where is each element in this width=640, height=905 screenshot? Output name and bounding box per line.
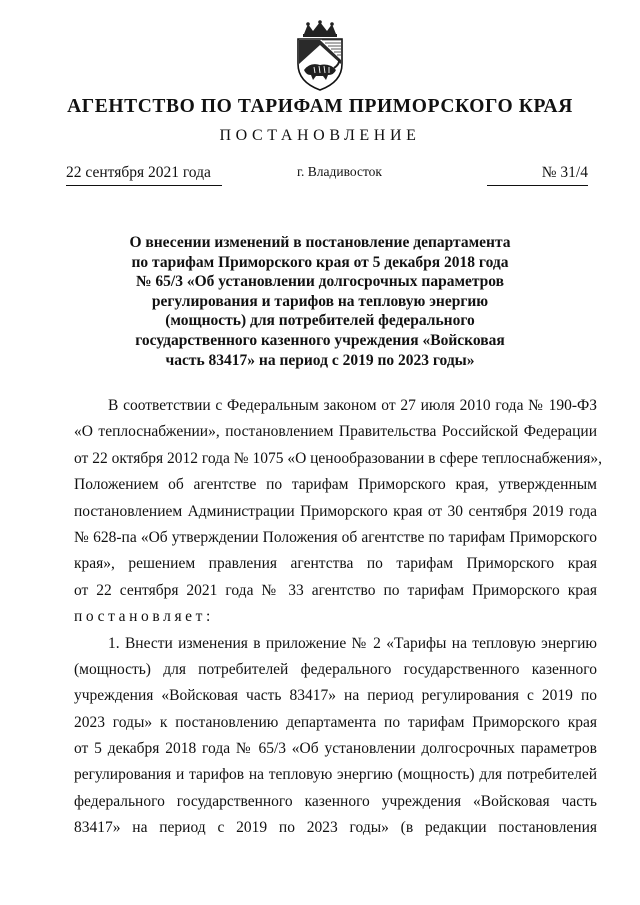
body-line: (мощность) для потребителей федерального государственного казенного bbox=[74, 660, 597, 678]
document-city: г. Владивосток bbox=[297, 164, 382, 179]
body-line: постановлением Администрации Приморского края от 30 сентября 2019 года bbox=[74, 502, 597, 520]
body-line: Положением об агентстве по тарифам Приморского края, утвержденным bbox=[74, 476, 597, 494]
subject-line: по тарифам Приморского края от 5 декабря 2018 года bbox=[131, 253, 509, 271]
body-line: В соответствии с Федеральным законом от 27 июля 2010 года № 190-ФЗ bbox=[108, 397, 597, 414]
document-number: № 31/4 bbox=[487, 164, 588, 186]
body-line: № 628-па «Об утверждении Положения об агентстве по тарифам Приморского bbox=[74, 528, 597, 546]
document-date: 22 сентября 2021 года bbox=[66, 164, 222, 186]
body-line: учреждения «Войсковая часть 83417» на период регулирования с 2019 по bbox=[74, 687, 597, 705]
body-line-resolves: постановляет: bbox=[74, 608, 214, 626]
body-line: федерального государственного казенного учреждения «Войсковая часть bbox=[74, 792, 597, 810]
subject-line: регулирования и тарифов на тепловую энергию bbox=[151, 292, 489, 310]
subject-line: № 65/3 «Об установлении долгосрочных параметров bbox=[135, 273, 505, 291]
body-line: от 5 декабря 2018 года № 65/3 «Об установлении долгосрочных параметров bbox=[74, 740, 597, 758]
body-line: края», решением правления агентства по тарифам Приморского края bbox=[74, 555, 597, 573]
body-line: от 22 сентября 2021 года № 33 агентство по тарифам Приморского края bbox=[74, 581, 597, 599]
document-type: ПОСТАНОВЛЕНИЕ bbox=[219, 127, 421, 144]
document-subject bbox=[100, 233, 540, 370]
body-line: 83417» на период с 2019 по 2023 годы» (в редакции постановления bbox=[74, 819, 597, 837]
subject-line: (мощность) для потребителей федерального bbox=[165, 312, 475, 330]
subject-line: О внесении изменений в постановление департамента bbox=[129, 234, 511, 251]
agency-title: АГЕНТСТВО ПО ТАРИФАМ ПРИМОРСКОГО КРАЯ bbox=[67, 96, 573, 117]
body-line: от 22 октября 2012 года № 1075 «О ценообразовании в сфере теплоснабжения», bbox=[74, 449, 602, 467]
body-line: «О теплоснабжении», постановлением Правительства Российской Федерации bbox=[74, 423, 597, 441]
coat-of-arms-icon bbox=[290, 20, 350, 92]
body-line: 1. Внести изменения в приложение № 2 «Тарифы на тепловую энергию bbox=[108, 634, 597, 652]
document-body bbox=[74, 393, 602, 842]
body-line: 2023 годы» к постановлению департамента по тарифам Приморского края bbox=[74, 713, 597, 731]
body-line: регулирования и тарифов на тепловую энергию (мощность) для потребителей bbox=[74, 766, 597, 784]
subject-line: часть 83417» на период с 2019 по 2023 годы» bbox=[165, 351, 475, 369]
subject-line: государственного казенного учреждения «Войсковая bbox=[135, 331, 505, 349]
